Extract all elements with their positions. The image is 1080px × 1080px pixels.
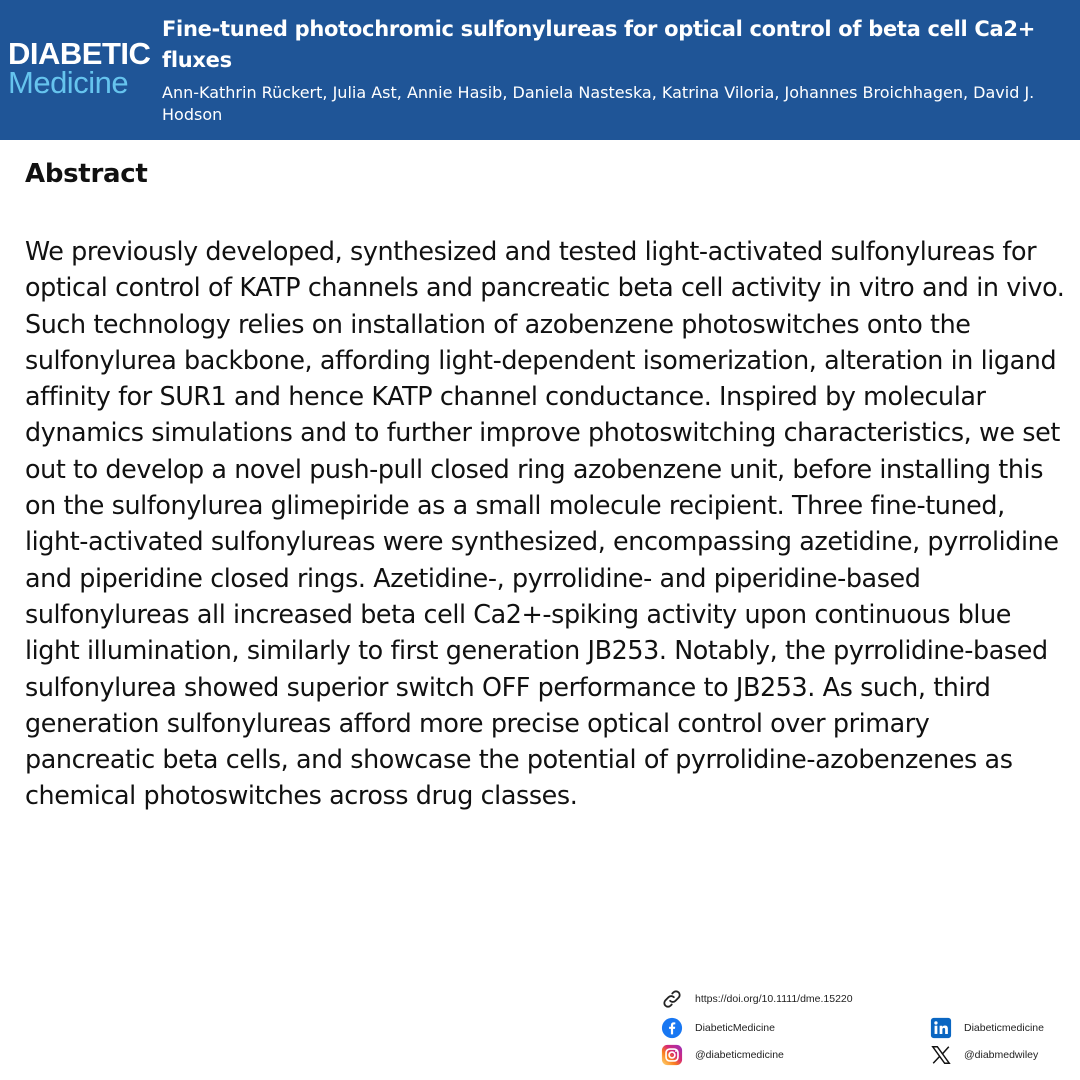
instagram-icon [661,1044,683,1066]
x-link[interactable] [930,1043,1038,1067]
header-banner [0,0,1080,140]
x-icon [930,1044,952,1066]
linkedin-link[interactable] [930,1016,1044,1040]
linkedin-handle: Diabeticmedicine [964,1022,1044,1034]
abstract-heading: Abstract [25,159,148,189]
abstract-text: We previously developed, synthesized and tested light-activated sulfonylureas for optical control of KATP channels and pancreatic beta cell activity in vitro and in vivo. Such technology relies on installation of azobenzene photoswitches onto the sulfonylurea backbone, affording light-dependent isomerization, alteration in ligand affinity for SUR1 and hence KATP channel conductance. Inspired by molecular dynamics simulations and to further improve photoswitching characteristics, we set out to develop a novel push-pull closed ring azobenzene unit, before installing this on the sulfonylurea glimepiride as a small molecule recipient. Three fine-tuned, light-activated sulfonylureas were synthesized, encompassing azetidine, pyrrolidine and piperidine closed rings. Azetidine-, pyrrolidine- and piperidine-based sulfonylureas all increased beta cell Ca2+-spiking activity upon continuous blue light illumination, similarly to first generation JB253. Notably, the pyrrolidine-based sulfonylurea showed superior switch OFF performance to JB253. As such, third generation sulfonylureas afford more precise optical control over primary pancreatic beta cells, and showcase the potential of pyrrolidine-azobenzenes as chemical photoswitches across drug classes. [25,236,1065,811]
article-authors: Ann-Kathrin Rückert, Julia Ast, Annie Hasib, Daniela Nasteska, Katrina Viloria, Johannes Broichhagen, David J. Hodson [162,83,1035,124]
article-info [162,14,1067,126]
logo-line-diabetic: DIABETIC [8,36,151,71]
facebook-link[interactable] [661,1016,775,1040]
article-title: Fine-tuned photochromic sulfonylureas for optical control of beta cell Ca2+ fluxes [162,17,1036,72]
doi-link[interactable] [661,987,853,1011]
facebook-icon [661,1017,683,1039]
x-handle: @diabmedwiley [964,1049,1039,1061]
facebook-handle: DiabeticMedicine [695,1022,775,1034]
doi-text: https://doi.org/10.1111/dme.15220 [695,993,853,1005]
linkedin-icon [930,1017,952,1039]
instagram-link[interactable] [661,1043,784,1067]
instagram-handle: @diabeticmedicine [695,1049,784,1061]
link-icon [661,988,683,1010]
logo-line-medicine: Medicine [8,65,129,100]
journal-logo [8,36,151,100]
